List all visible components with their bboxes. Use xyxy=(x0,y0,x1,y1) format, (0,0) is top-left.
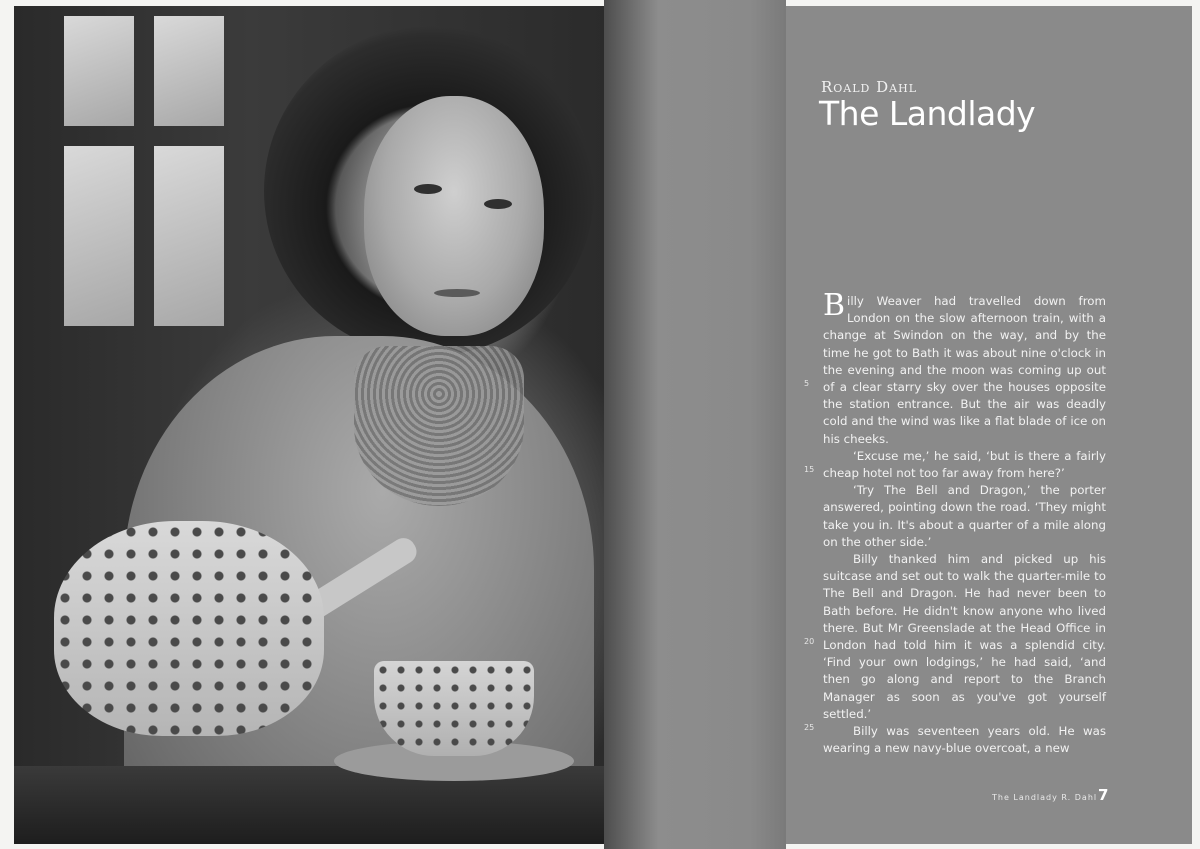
paragraph-1: Billy Weaver had travelled down from London on the slow afternoon train, with a change at Swindon on the way, and by the time he got to Bath it was about nine o'clock in the evening and the moon was coming up out of a clear starry sky over the houses opposite the station entrance. But the air was deadly cold and the wind was like a flat blade of ice on his cheeks. xyxy=(823,288,1106,446)
window-pane xyxy=(154,146,224,326)
paragraph-4: Billy thanked him and picked up his suitcase and set out to walk the quarter-mile to The Bell and Dragon. He had never been to Bath before. He didn't know anyone who lived there. But Mr Greenslade at the Head Office in London had told him it was a splendid city. ‘Find your own lodgings,’ he had said, ‘and then go along and report to the Branch Manager as soon as you've got yourself settled.’ xyxy=(823,552,1106,721)
story-body xyxy=(823,288,1106,757)
line-number: 15 xyxy=(804,465,815,474)
page-number: 7 xyxy=(1098,786,1109,804)
lace-collar xyxy=(354,346,524,506)
paragraph-3: ‘Try The Bell and Dragon,’ the porter answered, pointing down the road. ‘They might take you in. It's about a quarter of a mile along on the other side.’ xyxy=(823,483,1106,549)
line-number: 25 xyxy=(804,723,815,732)
text-page xyxy=(786,6,1192,844)
teapot xyxy=(54,521,324,736)
eye xyxy=(414,184,442,194)
drop-cap: B xyxy=(823,288,846,323)
eye xyxy=(484,199,512,209)
author-name: Roald Dahl xyxy=(821,78,918,96)
paragraph-5: Billy was seventeen years old. He was wearing a new navy-blue overcoat, a new xyxy=(823,724,1106,756)
story-title: The Landlady xyxy=(819,94,1036,133)
window-pane xyxy=(64,16,134,126)
line-number: 20 xyxy=(804,637,815,646)
landlady-photograph xyxy=(14,6,606,844)
mouth xyxy=(434,289,480,297)
running-head: The Landlady R. Dahl xyxy=(992,793,1098,802)
line-number: 5 xyxy=(804,379,810,388)
window-pane xyxy=(154,16,224,126)
paragraph-2: ‘Excuse me,’ he said, ‘but is there a fairly cheap hotel not too far away from here?’ xyxy=(823,448,1106,481)
book-gutter xyxy=(604,0,786,849)
teacup xyxy=(374,661,534,756)
window-pane xyxy=(64,146,134,326)
face xyxy=(364,96,544,336)
